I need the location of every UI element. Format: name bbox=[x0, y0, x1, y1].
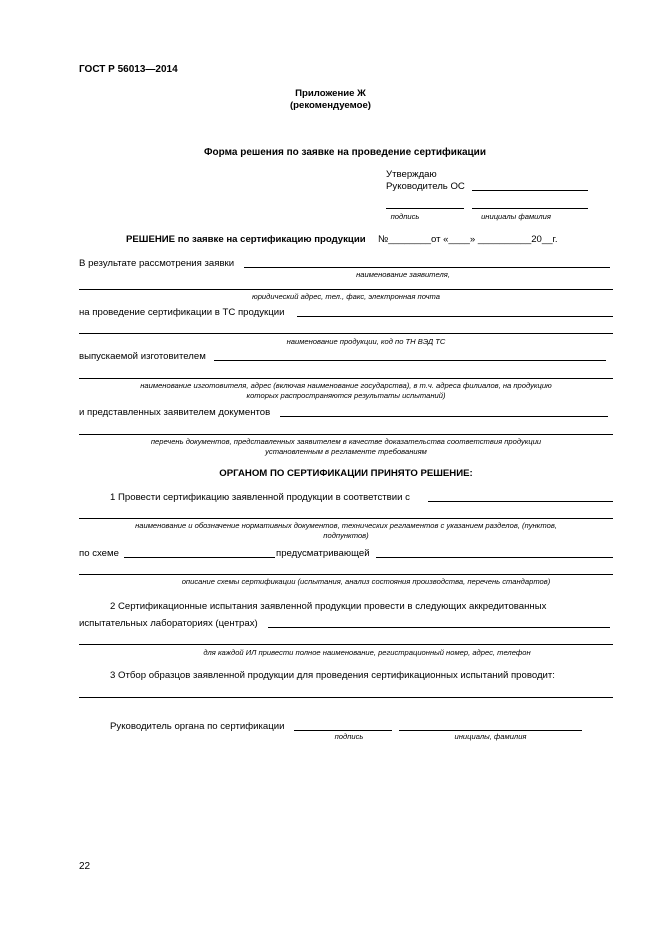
product-caption: наименование продукции, код по ТН ВЭД ТС bbox=[286, 337, 446, 346]
item1-caption-2: подпунктов) bbox=[323, 531, 369, 540]
standard-designation: ГОСТ Р 56013—2014 bbox=[79, 64, 178, 75]
scheme-line-2 bbox=[79, 574, 613, 575]
scheme-line bbox=[124, 557, 275, 558]
review-label: В результате рассмотрения заявки bbox=[79, 258, 235, 269]
form-title: Форма решения по заявке на проведение сертификации bbox=[204, 147, 486, 158]
address-caption: юридический адрес, тел., факс, электронная почта bbox=[251, 292, 440, 301]
manufacturer-label: выпускаемой изготовителем bbox=[79, 351, 206, 362]
scheme-label: по схеме bbox=[79, 548, 119, 559]
documents-caption-2: установленным в регламенте требованиям bbox=[265, 447, 427, 456]
approval-signature-caption: подпись bbox=[390, 212, 420, 221]
scheme-provides: предусматривающей bbox=[276, 548, 370, 559]
product-label: на проведение сертификации в ТС продукции bbox=[79, 307, 285, 318]
signature-line bbox=[294, 730, 392, 731]
product-line bbox=[297, 316, 613, 317]
approval-name-line bbox=[472, 208, 588, 209]
item3-line bbox=[79, 697, 613, 698]
approval-name-caption: инициалы фамилия bbox=[481, 212, 551, 221]
signature-caption: подпись bbox=[334, 732, 364, 741]
scheme-provides-line bbox=[376, 557, 613, 558]
item3-label: 3 Отбор образцов заявленной продукции для проведения сертификационных испытаний проводит: bbox=[110, 670, 555, 681]
applicant-line bbox=[244, 267, 610, 268]
item2-line bbox=[268, 627, 610, 628]
signature-name-caption: инициалы, фамилия bbox=[454, 732, 527, 741]
scheme-caption: описание схемы сертификации (испытания, анализ состояния производства, перечень стандартов) bbox=[181, 577, 551, 586]
appendix-title: Приложение Ж bbox=[295, 88, 366, 99]
address-line bbox=[79, 289, 613, 290]
appendix-subtitle: (рекомендуемое) bbox=[289, 100, 371, 111]
signature-label: Руководитель органа по сертификации bbox=[110, 721, 285, 732]
manufacturer-line-2 bbox=[79, 378, 613, 379]
item1-line-2 bbox=[79, 518, 613, 519]
item2-caption: для каждой ИЛ привести полное наименование, регистрационный номер, адрес, телефон bbox=[203, 648, 531, 657]
item1-caption-1: наименование и обозначение нормативных документов, технических регламентов с указанием разделов, (пунктов, bbox=[135, 521, 557, 530]
decision-number: №________от «____» __________20__г. bbox=[378, 234, 558, 245]
product-line-2 bbox=[79, 333, 613, 334]
head-label: Руководитель ОС bbox=[386, 181, 465, 192]
item2-line1: 2 Сертификационные испытания заявленной продукции провести в следующих аккредитованных bbox=[110, 601, 547, 612]
item2-line-2 bbox=[79, 644, 613, 645]
item2-line2-label: испытательных лабораториях (центрах) bbox=[79, 618, 258, 629]
page-number: 22 bbox=[79, 861, 91, 872]
documents-line-2 bbox=[79, 434, 613, 435]
manufacturer-line bbox=[214, 360, 606, 361]
documents-label: и представленных заявителем документов bbox=[79, 407, 271, 418]
decision-title: РЕШЕНИЕ по заявке на сертификацию продукции bbox=[126, 234, 366, 245]
decision-heading: ОРГАНОМ ПО СЕРТИФИКАЦИИ ПРИНЯТО РЕШЕНИЕ: bbox=[219, 468, 473, 479]
item1-line bbox=[428, 501, 613, 502]
applicant-caption: наименование заявителя, bbox=[356, 270, 450, 279]
approval-signature-line bbox=[386, 208, 464, 209]
signature-name-line bbox=[399, 730, 582, 731]
item1-label: 1 Провести сертификацию заявленной продукции в соответствии с bbox=[110, 492, 410, 503]
approve-label: Утверждаю bbox=[386, 169, 437, 180]
manufacturer-caption-1: наименование изготовителя, адрес (включая наименование государства), в т.ч. адреса филиалов, на продукцию bbox=[140, 381, 552, 390]
documents-line bbox=[280, 416, 608, 417]
documents-caption-1: перечень документов, представленных заявителем в качестве доказательства соответствия продукции bbox=[150, 437, 542, 446]
manufacturer-caption-2: которых распространяются результаты испытаний) bbox=[246, 391, 446, 400]
head-signature-line bbox=[472, 190, 588, 191]
